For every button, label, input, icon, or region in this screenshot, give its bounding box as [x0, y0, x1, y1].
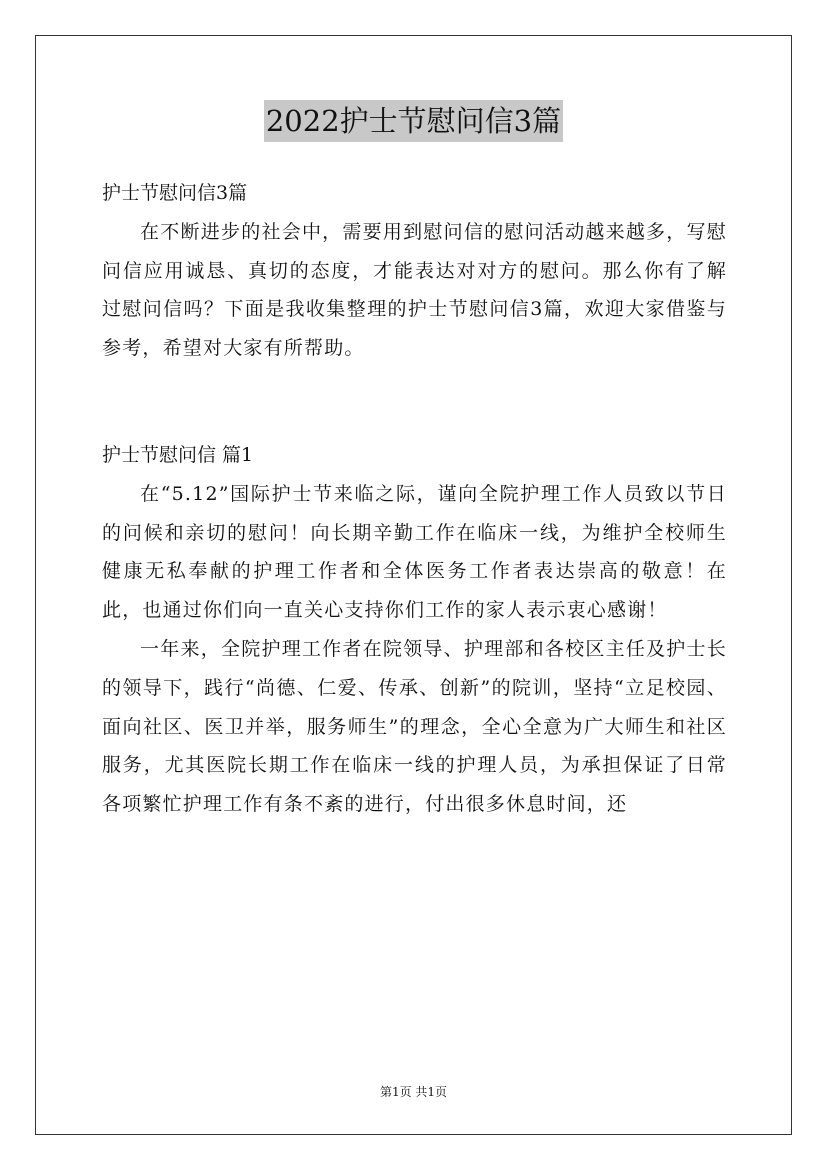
page-footer: 第1页 共1页: [379, 1085, 448, 1099]
section1-paragraph-1: 在“5.12”国际护士节来临之际，谨向全院护理工作人员致以节日的问候和亲切的慰问！向长期辛勤工作在临床一线，为维护全校师生健康无私奉献的护理工作者和全体医务工作者表达崇高的敬意！在此，也通过你们向一直关心支持你们工作的家人表示衷心感谢！: [102, 482, 727, 622]
section-spacer: [102, 368, 727, 436]
document-subtitle: 护士节慰问信3篇: [102, 182, 248, 204]
document-body: [102, 174, 727, 824]
document-title: 2022护士节慰问信3篇: [264, 100, 563, 142]
section1-heading: 护士节慰问信 篇1: [102, 443, 254, 466]
section1-paragraph-2: 一年来，全院护理工作者在院领导、护理部和各校区主任及护士长的领导下，践行“尚德、仁爱、传承、创新”的院训，坚持“立足校园、面向社区、医卫并举，服务师生”的理念，全心全意为广大师生和社区服务，尤其医院长期工作在临床一线的护理人员，为承担保证了日常各项繁忙护理工作有条不紊的进行，付出很多休息时间，还: [102, 637, 727, 816]
intro-paragraph: 在不断进步的社会中，需要用到慰问信的慰问活动越来越多，写慰问信应用诚恳、真切的态度，才能表达对对方的慰问。那么你有了解过慰问信吗？下面是我收集整理的护士节慰问信3篇，欢迎大家借鉴与参考，希望对大家有所帮助。: [102, 220, 727, 360]
title-container: [0, 100, 827, 142]
